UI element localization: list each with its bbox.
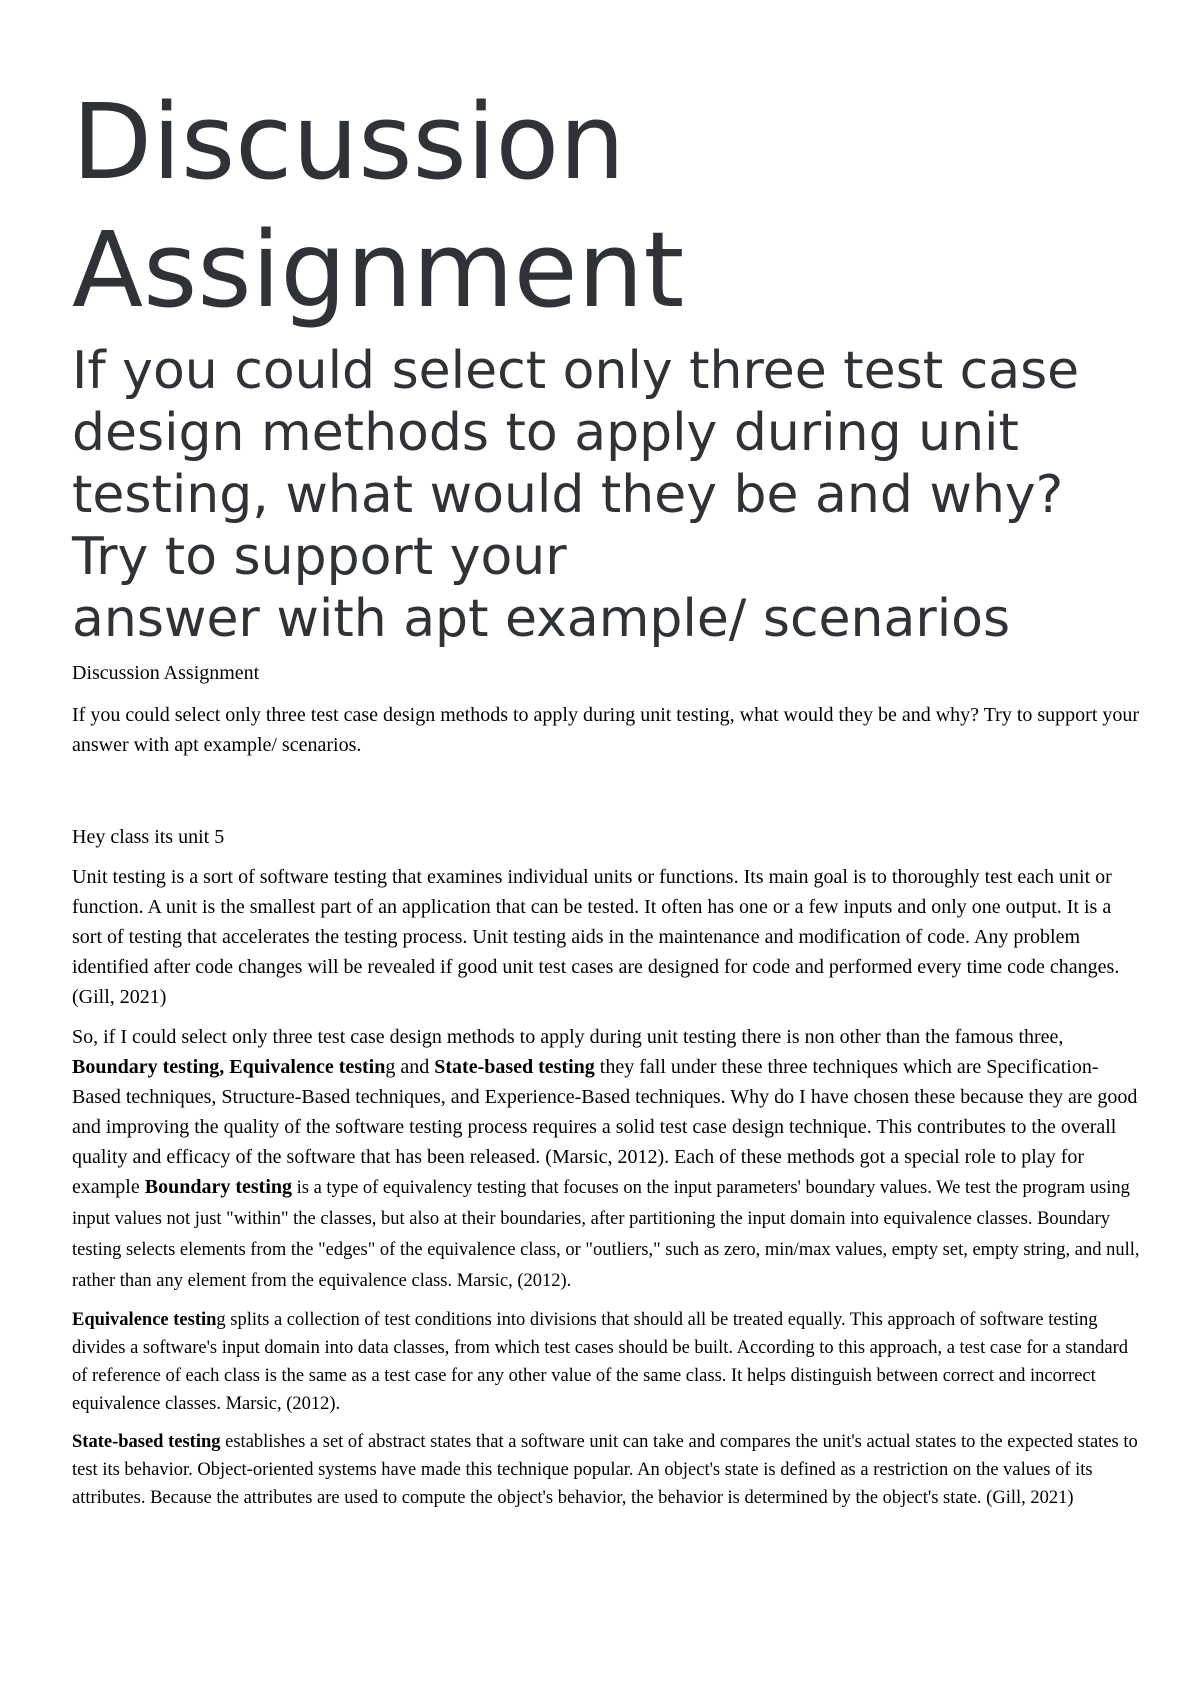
section-label: Discussion Assignment xyxy=(72,662,260,684)
question-paragraph: If you could select only three test case design methods to apply during unit testing, what would they be and why? Try to support your answer with apt example/ scenarios. xyxy=(72,704,1140,756)
equivalence-rest: g splits a collection of test conditions into divisions that should all be treated equally. This approach of software testing divides a software's input domain into data classes, from which test cases should be built. According to this approach, a test case for a standard of reference of each class is the same as a test case for any other value of the same class. It helps distinguish between correct and incorrect equivalence classes. Marsic, (2012). xyxy=(72,1310,1129,1414)
spacer xyxy=(72,770,1140,822)
subtitle-line-4: Try to support your xyxy=(72,527,567,587)
subtitle-line-5: answer with apt example/ scenarios xyxy=(72,589,1011,649)
selection-mid-1: g and xyxy=(385,1056,435,1078)
greeting-paragraph: Hey class its unit 5 xyxy=(72,826,225,848)
document-subtitle xyxy=(72,340,1140,650)
unit-testing-paragraph: Unit testing is a sort of software testing that examines individual units or functions. Its main goal is to thoroughly test each unit or function. A unit is the smallest part of an application that can be tested. It often has one or a few inputs and only one output. It is a sort of testing that accelerates the testing process. Unit testing aids in the maintenance and modification of code. Any problem identified after code changes will be revealed if good unit test cases are designed for code and performed every time code changes. (Gill, 2021) xyxy=(72,866,1120,1008)
equivalence-bold: Equivalence testin xyxy=(72,1310,217,1330)
selection-intro: So, if I could select only three test case design methods to apply during unit testing there is non other than the famous three, xyxy=(72,1026,1064,1048)
document-page xyxy=(72,78,1140,1522)
selection-bold-boundary: Boundary testing xyxy=(144,1176,292,1198)
subtitle-line-1: If you could select only three test case xyxy=(72,341,1080,401)
document-title xyxy=(72,78,1140,334)
title-line-1: Discussion xyxy=(72,81,626,203)
equivalence-paragraph xyxy=(72,1306,1140,1418)
selection-rest: is a type of equivalency testing that focuses on the input parameters' boundary values. We test the program using input values not just "within" the classes, but also at their boundaries, after partitioning the input domain into equivalence classes. Boundary testing selects elements from the "edges" of the equivalence class, or "outliers," such as zero, min/max values, empty set, empty string, and null, rather than any element from the equivalence class. Marsic, (2012). xyxy=(72,1178,1140,1291)
selection-paragraph xyxy=(72,1022,1140,1296)
subtitle-line-2: design methods to apply during unit xyxy=(72,403,1019,463)
selection-bold-state: State-based testing xyxy=(434,1056,595,1078)
title-line-2: Assignment xyxy=(72,209,685,331)
state-rest: establishes a set of abstract states that a software unit can take and compares the unit's actual states to the expected states to test its behavior. Object-oriented systems have made this technique popular. An object's state is defined as a restriction on the values of its attributes. Because the attributes are used to compute the object's behavior, the behavior is determined by the object's state. (Gill, 2021) xyxy=(72,1432,1138,1508)
state-bold: State-based testing xyxy=(72,1432,221,1452)
selection-mid-2: they fall under these three techniques which are Specification-Based techniques, Structure-Based techniques, and Experience-Based techniques. Why do I have chosen these because they are good and improving the quality of the software testing process requires a solid test case design technique. This contributes to the overall quality and efficacy of the software that has been released. (Marsic, 2012). Each of these methods got a special role to play for example xyxy=(72,1056,1138,1198)
selection-bold-boundary-equivalence: Boundary testing, Equivalence testin xyxy=(72,1056,386,1078)
state-paragraph xyxy=(72,1428,1140,1512)
subtitle-line-3: testing, what would they be and why? xyxy=(72,465,1064,525)
